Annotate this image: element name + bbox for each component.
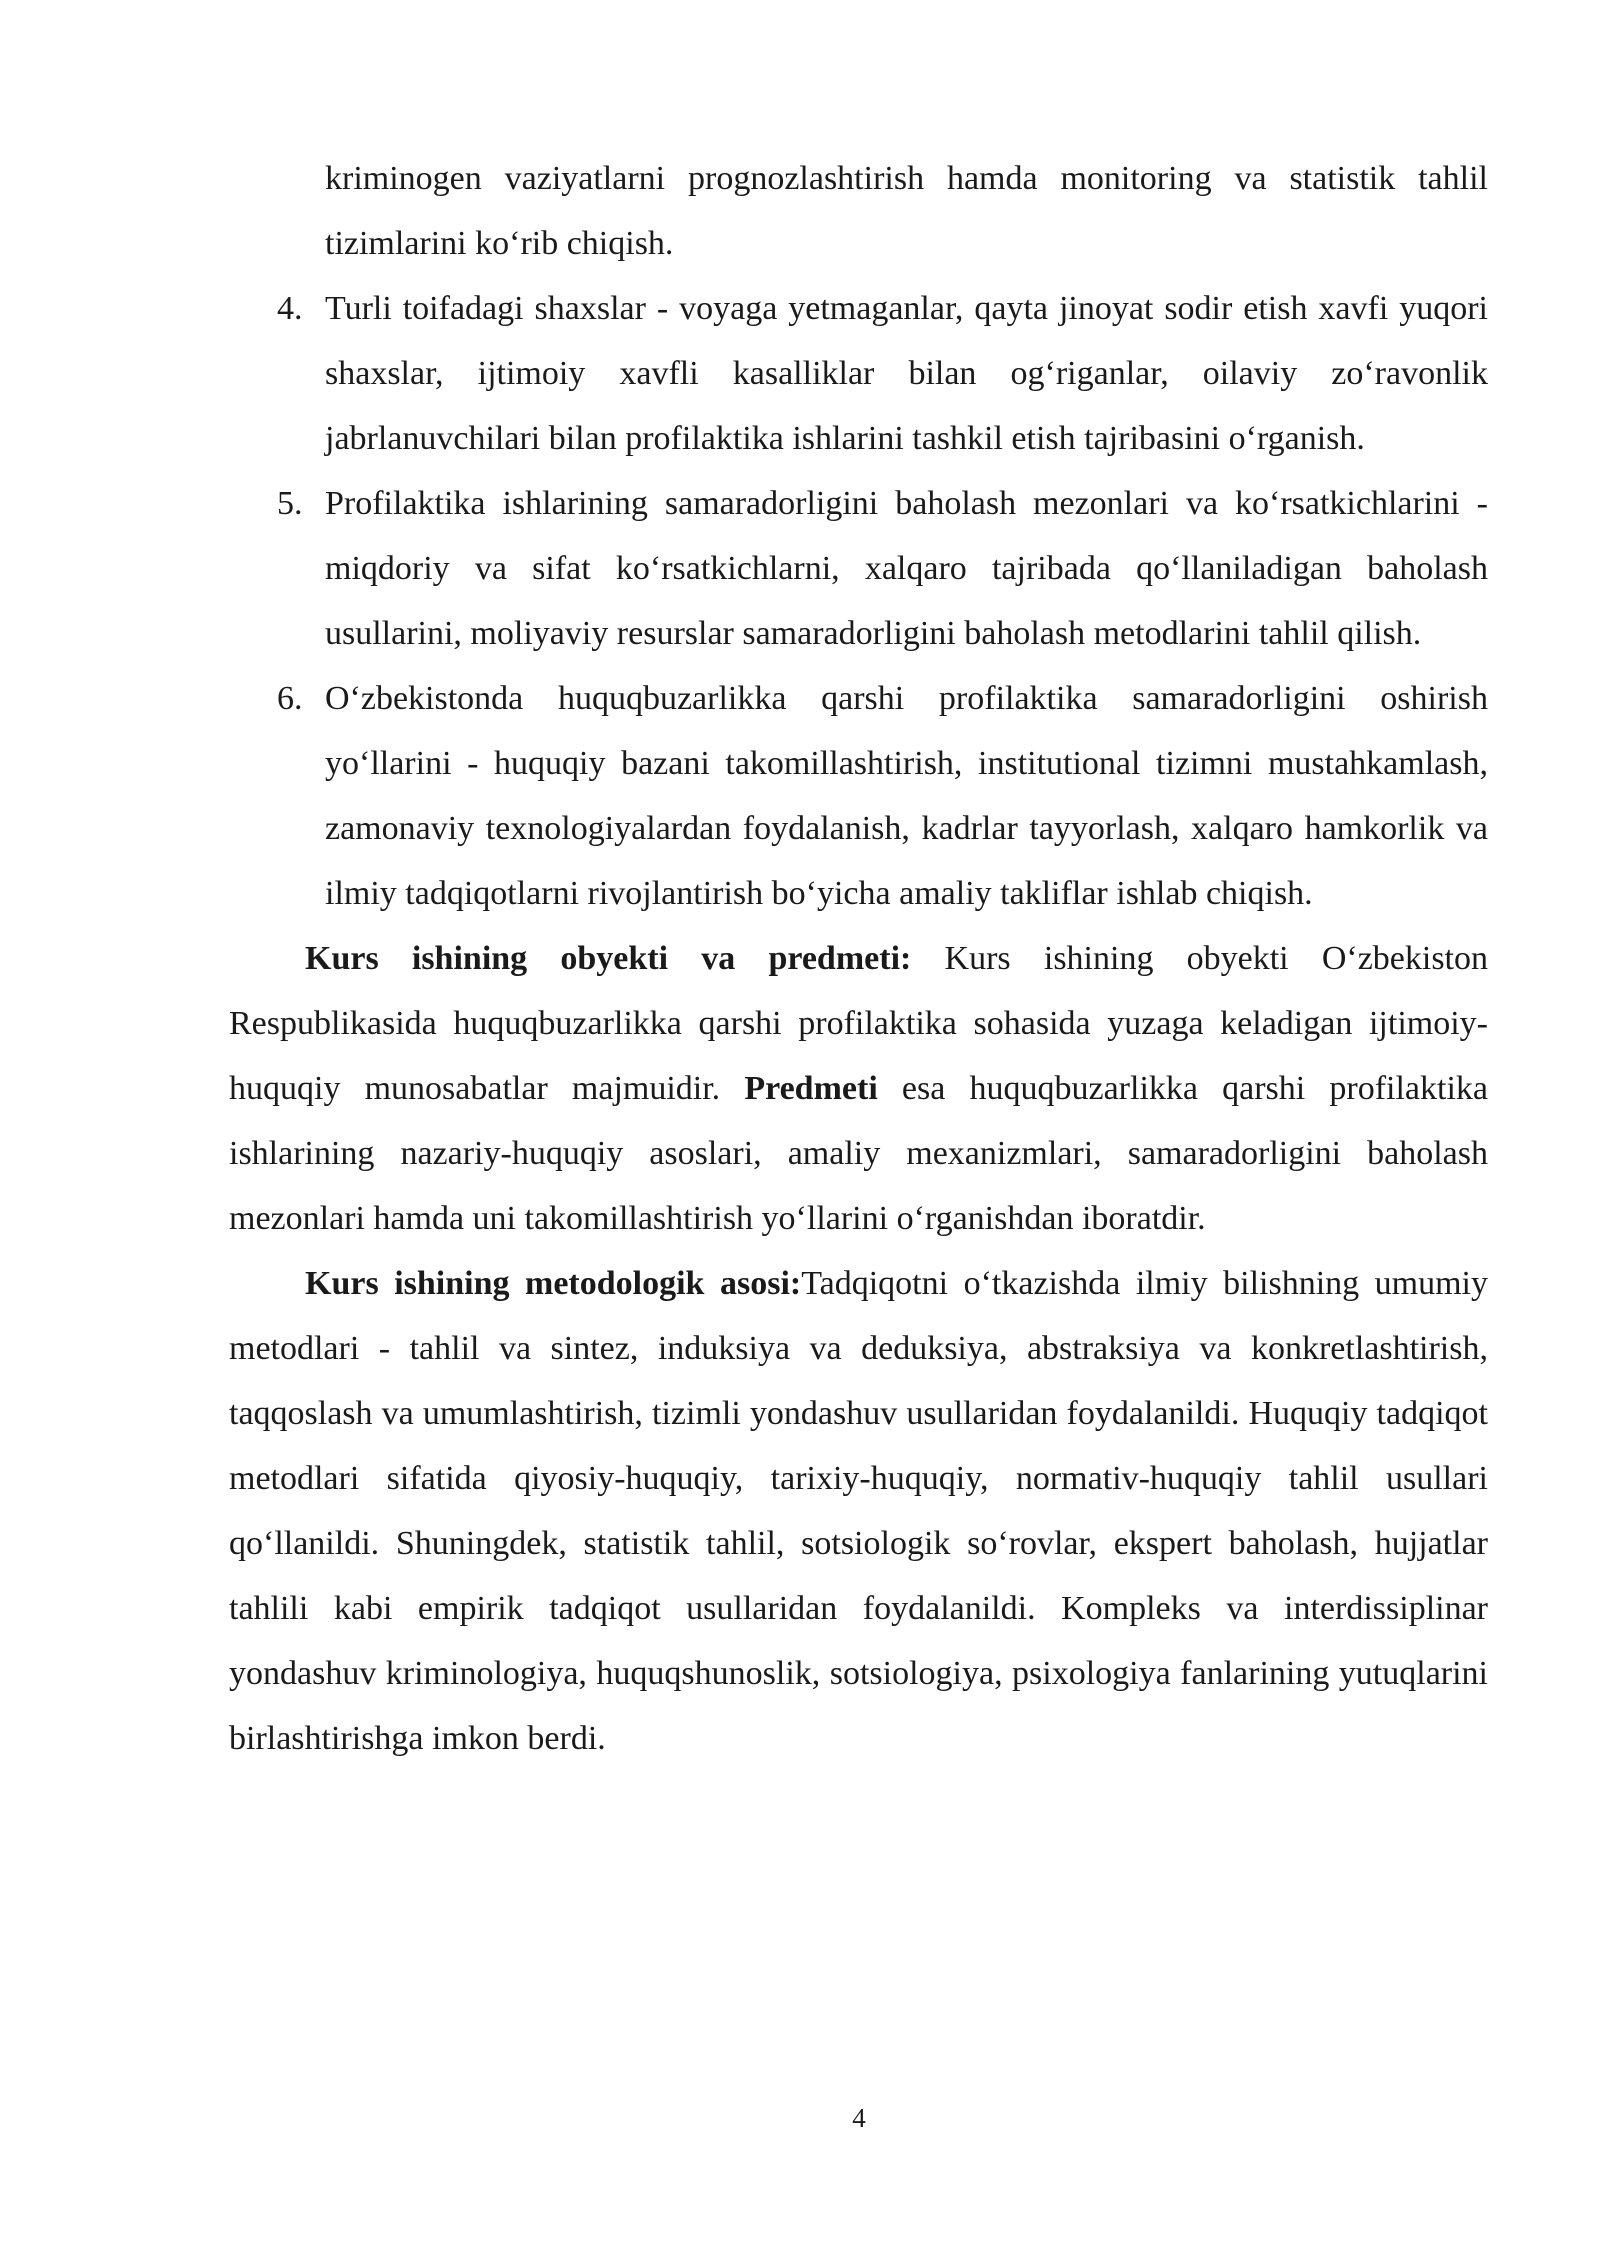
list-item-3-continuation: kriminogen vaziyatlarni prognozlashtirish hamda monitoring va statistik tahlil tizimlarini ko‘rib chiqish. xyxy=(325,160,1488,262)
object-subject-text-2: esa huquqbuzarlikka qarshi profilaktika ishlarining nazariy-huquqiy asoslari, amaliy mexanizmlari, samaradorligini baholash mezonlari hamda uni takomillashtirish yo‘llarini o‘rganishdan iboratdir. xyxy=(229,1070,1488,1237)
list-item-text: O‘zbekistonda huquqbuzarlikka qarshi profilaktika samaradorligini oshirish yo‘llarini - huquqiy bazani takomillashtirish, institutional tizimni mustahkamlash, zamonaviy texnologiyalardan foydalanish, kadrlar tayyorlash, xalqaro hamkorlik va ilmiy tadqiqotlarni rivojlantirish bo‘yicha amaliy takliflar ishlab chiqish. xyxy=(325,680,1488,912)
list-item-number: 5. xyxy=(277,485,303,522)
list-item-number: 4. xyxy=(277,290,303,327)
list-item-number: 6. xyxy=(277,680,303,717)
object-subject-heading: Kurs ishining obyekti va predmeti: xyxy=(305,940,912,977)
subject-bold-word: Predmeti xyxy=(744,1070,878,1107)
object-subject-text-1: Kurs ishining obyekti O‘zbekiston Respublikasida huquqbuzarlikka qarshi profilaktika sohasida yuzaga keladigan ijtimoiy-huquqiy munosabatlar majmuidir. xyxy=(229,940,1489,1107)
objectives-list xyxy=(229,276,1488,926)
list-item xyxy=(229,471,1488,666)
methodology-heading: Kurs ishining metodologik asosi: xyxy=(305,1265,802,1302)
page-body xyxy=(229,146,1488,1771)
page-number: 4 xyxy=(852,2103,866,2133)
object-subject-paragraph xyxy=(229,926,1488,1251)
list-item xyxy=(229,666,1488,926)
list-item-text: Turli toifadagi shaxslar - voyaga yetmaganlar, qayta jinoyat sodir etish xavfi yuqori shaxslar, ijtimoiy xavfli kasalliklar bilan og‘riganlar, oilaviy zo‘ravonlik jabrlanuvchilari bilan profilaktika ishlarini tashkil etish tajribasini o‘rganish. xyxy=(325,290,1488,457)
methodology-paragraph xyxy=(229,1251,1488,1771)
list-item xyxy=(229,276,1488,471)
list-item-text: Profilaktika ishlarining samaradorligini baholash mezonlari va ko‘rsatkichlarini - miqdoriy va sifat ko‘rsatkichlarni, xalqaro tajribada qo‘llaniladigan baholash usullarini, moliyaviy resurslar samaradorligini baholash metodlarini tahlil qilish. xyxy=(325,485,1488,652)
methodology-text: Tadqiqotni o‘tkazishda ilmiy bilishning umumiy metodlari - tahlil va sintez, induksiya va deduksiya, abstraksiya va konkretlashtirish, taqqoslash va umumlashtirish, tizimli yondashuv usullaridan foydalanildi. Huquqiy tadqiqot metodlari sifatida qiyosiy-huquqiy, tarixiy-huquqiy, normativ-huquqiy tahlil usullari qo‘llanildi. Shuningdek, statistik tahlil, sotsiologik so‘rovlar, ekspert baholash, hujjatlar tahlili kabi empirik tadqiqot usullaridan foydalanildi. Kompleks va interdissiplinar yondashuv kriminologiya, huquqshunoslik, sotsiologiya, psixologiya fanlarining yutuqlarini birlashtirishga imkon berdi. xyxy=(229,1265,1489,1757)
